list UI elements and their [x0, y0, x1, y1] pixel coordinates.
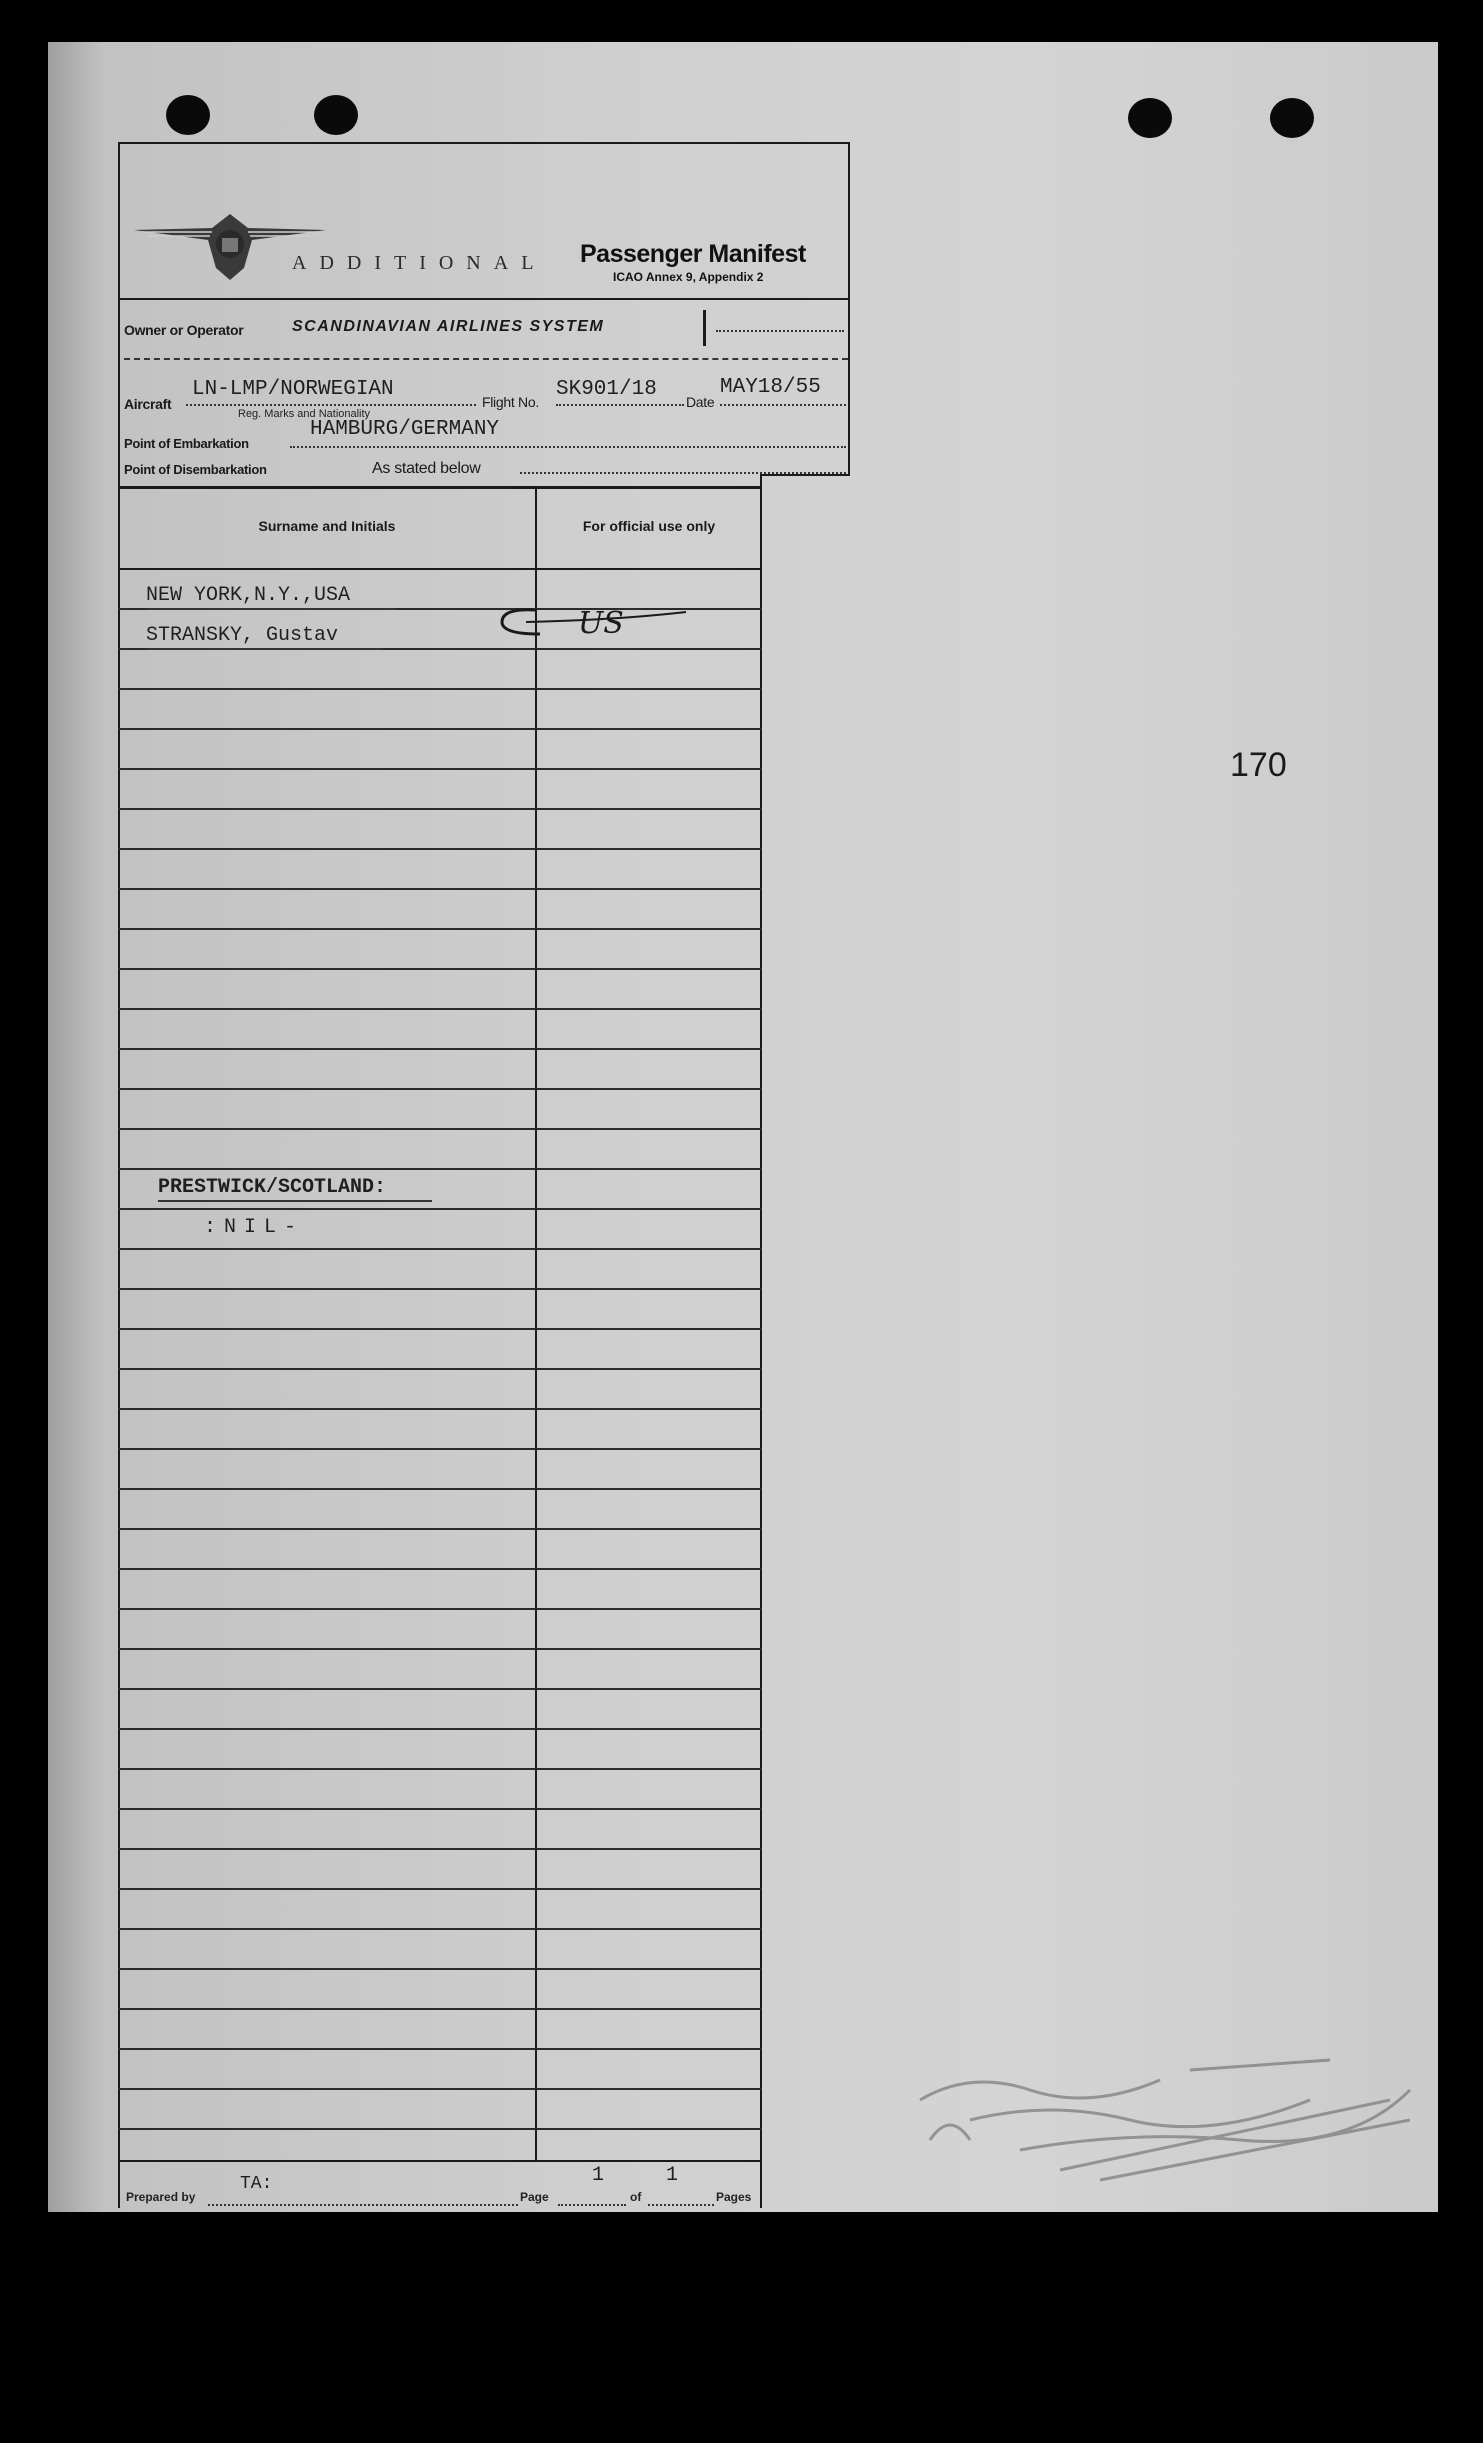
embark-value: HAMBURG/GERMANY [310, 418, 500, 441]
sheet-number: 170 [1230, 746, 1287, 784]
disembark-label: Point of Disembarkation [124, 462, 267, 477]
list-item: PRESTWICK/SCOTLAND: [158, 1176, 387, 1199]
official-mark-text: US [578, 606, 624, 641]
punch-hole [166, 95, 210, 135]
aircraft-label: Aircraft [124, 396, 172, 412]
aircraft-value: LN-LMP/NORWEGIAN [192, 378, 394, 401]
of-value: 1 [666, 2164, 679, 2187]
manifest-title: Passenger Manifest [580, 240, 806, 268]
punch-hole [314, 95, 358, 135]
owner-label: Owner or Operator [124, 322, 244, 338]
prepared-by-value: TA: [240, 2174, 273, 2194]
prepared-by-label: Prepared by [126, 2190, 196, 2204]
date-label: Date [686, 394, 715, 410]
list-item: STRANSKY, Gustav [146, 624, 339, 647]
owner-value: SCANDINAVIAN AIRLINES SYSTEM [292, 318, 605, 335]
punch-hole [1128, 98, 1172, 138]
official-use-column-header: For official use only [582, 518, 716, 534]
page-value: 1 [592, 2164, 605, 2187]
of-label: of [630, 2190, 642, 2204]
pages-label: Pages [716, 2190, 752, 2204]
flight-value: SK901/18 [556, 378, 657, 401]
date-value: MAY18/55 [720, 376, 821, 399]
faded-stamp-icon [910, 2030, 1420, 2200]
additional-heading: ADDITIONAL [292, 252, 547, 274]
disembark-value: As stated below [372, 460, 481, 477]
flight-label: Flight No. [482, 394, 539, 410]
embark-label: Point of Embarkation [124, 436, 249, 451]
reg-caption: Reg. Marks and Nationality [238, 408, 371, 420]
page-label: Page [520, 2190, 549, 2204]
list-item: NEW YORK,N.Y.,USA [146, 584, 351, 607]
document-sheet [48, 42, 1438, 2212]
list-item: :NIL- [204, 1216, 305, 1239]
manifest-subtitle: ICAO Annex 9, Appendix 2 [613, 270, 764, 284]
surname-column-header: Surname and Initials [258, 518, 396, 534]
punch-hole [1270, 98, 1314, 138]
